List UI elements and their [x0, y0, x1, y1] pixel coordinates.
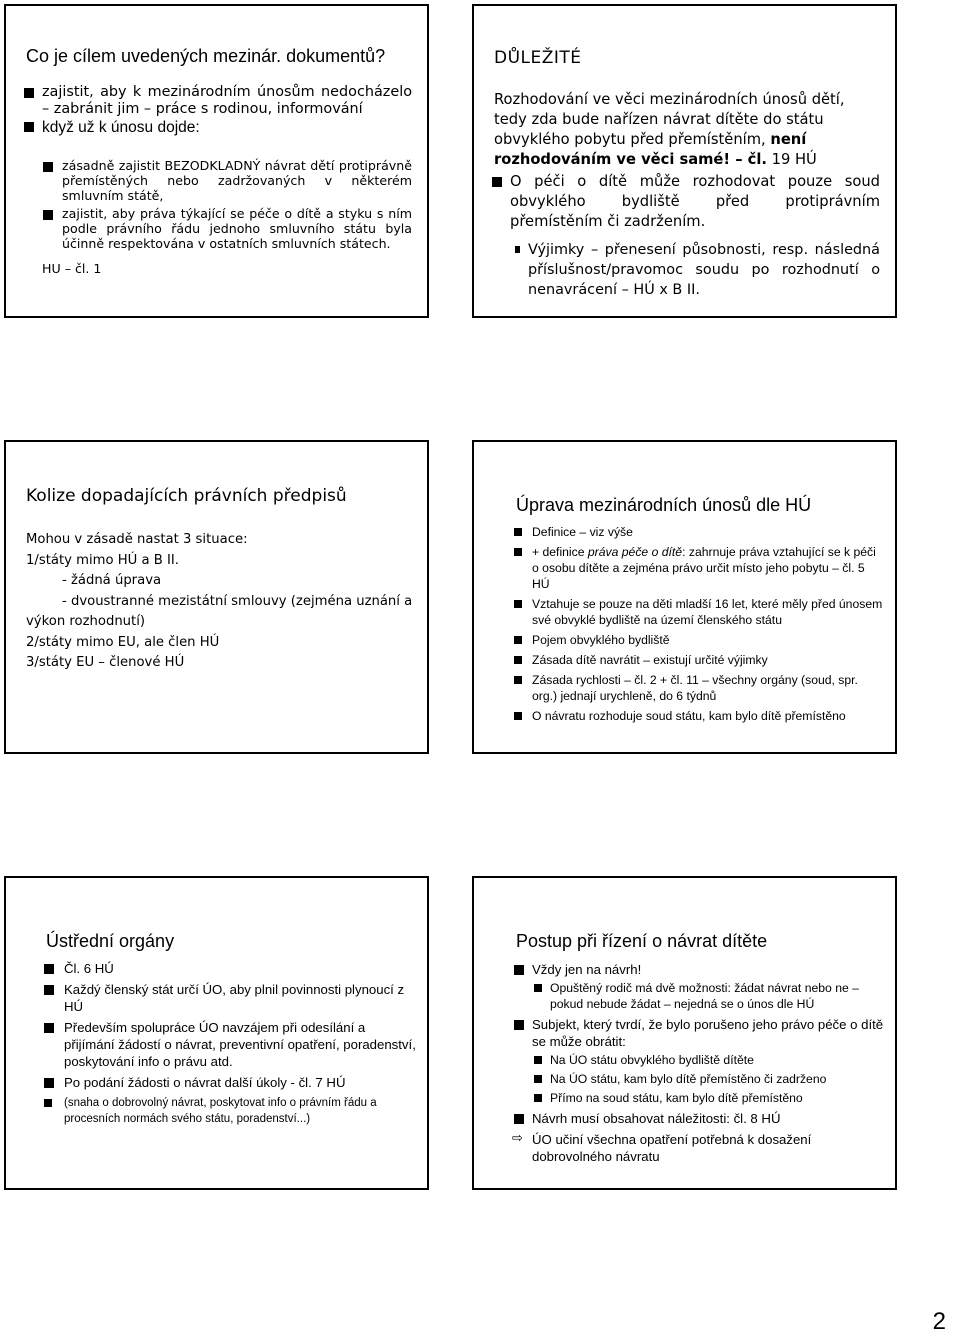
bullet-icon: [24, 88, 34, 98]
list-item: Vztahuje se pouze na děti mladší 16 let, které měly před únosem své obvyklé bydliště na území členského státu: [514, 596, 884, 628]
slide-3: [4, 440, 429, 754]
list-item: Především spolupráce ÚO navzájem při odesílání a přijímání žádostí o návrat, preventivní opatření, poradenství, poskytování info o právu atd.: [44, 1019, 416, 1070]
slide-title: DŮLEŽITÉ: [494, 48, 582, 68]
reference-text: HU – čl. 1: [42, 261, 102, 276]
bullet-icon: [43, 210, 53, 220]
slide-title: Úprava mezinárodních únosů dle HÚ: [516, 495, 812, 515]
bullet-icon: [24, 122, 34, 132]
bullet-icon: [514, 548, 522, 556]
bullet-icon: [534, 984, 542, 992]
list-item: O návratu rozhoduje soud státu, kam bylo dítě přemístěno: [514, 708, 884, 724]
bullet-icon: [492, 177, 502, 187]
bullet-icon: [514, 676, 522, 684]
bullet-icon: [43, 162, 53, 172]
list-item: zajistit, aby k mezinárodním únosům nedocházelo – zabránit jim – práce s rodinou, informování: [24, 84, 412, 118]
list-item: Na ÚO státu obvyklého bydliště dítěte: [514, 1052, 886, 1068]
bullet-icon: [44, 1023, 54, 1033]
bullet-icon: [534, 1075, 542, 1083]
slide-1: [4, 4, 429, 318]
list-item: Subjekt, který tvrdí, že bylo porušeno jeho právo péče o dítě se může obrátit:: [514, 1016, 886, 1050]
slide-title: Kolize dopadajících právních předpisů: [26, 486, 347, 506]
slide-6: [472, 876, 897, 1190]
list-item: Vždy jen na návrh!: [514, 961, 886, 978]
slide-5: [4, 876, 429, 1190]
bullet-icon: [514, 1114, 524, 1124]
bullet-icon: [514, 528, 522, 536]
paragraph: Rozhodování ve věci mezinárodních únosů dětí, tedy zda bude nařízen návrat dítěte do státu obvyklého pobytu před přemístěním, není rozhodováním ve věci samé! – čl. 19 HÚ: [494, 91, 845, 168]
bullet-icon: [514, 965, 524, 975]
arrow-bullet-icon: ⇨: [512, 1131, 523, 1146]
slide-2: [472, 4, 897, 318]
bullet-icon: [44, 964, 54, 974]
bullet-icon: [44, 1078, 54, 1088]
bullet-icon: [514, 1020, 524, 1030]
bullet-icon: [44, 985, 54, 995]
list-item: Na ÚO státu, kam bylo dítě přemístěno či zadrženo: [514, 1071, 886, 1087]
list-item: ⇨ ÚO učiní všechna opatření potřebná k dosažení dobrovolného návratu: [512, 1131, 812, 1164]
list-item: zásadně zajistit BEZODKLADNÝ návrat dětí protiprávně přemístěných nebo zadržovaných v některém smluvním státě,: [42, 158, 412, 203]
list-item: zajistit, aby práva týkající se péče o dítě a styku s ním podle právního řádu jednoho smluvního státu byla účinně respektována v ostatních smluvních státech.: [42, 206, 412, 251]
list-item: Definice – viz výše: [514, 524, 884, 540]
bullet-icon: [514, 600, 522, 608]
sub-bullet-icon: [515, 246, 520, 253]
bullet-icon: [514, 636, 522, 644]
page-number: 2: [932, 1308, 946, 1335]
list-item: Přímo na soud státu, kam bylo dítě přemístěno: [514, 1090, 886, 1106]
bullet-icon: [514, 656, 522, 664]
list-item: Zásada rychlosti – čl. 2 + čl. 11 – všechny orgány (soud, spr. org.) jednají urychleně, do 6 týdnů: [514, 672, 884, 704]
bullet-icon: [534, 1056, 542, 1064]
slide-title: Postup při řízení o návrat dítěte: [516, 931, 768, 951]
list-item: (snaha o dobrovolný návrat, poskytovat info o právním řádu a procesních normách svého státu, poradenství...): [44, 1095, 416, 1127]
list-item: O péči o dítě může rozhodovat pouze soud obvyklého bydliště před protiprávním přemístěním či zadržením.: [492, 172, 880, 232]
slide-title: Ústřední orgány: [46, 931, 175, 951]
list-item: Pojem obvyklého bydliště: [514, 632, 884, 648]
content: Mohou v zásadě nastat 3 situace: 1/státy mimo HÚ a B II. - žádná úprava - dvoustranné mezistátní smlouvy (zejména uznání a výkon rozhodnutí) 2/státy mimo EU, ale člen HÚ 3/státy EU – členové HÚ: [26, 532, 413, 670]
list-item: Opuštěný rodič má dvě možnosti: žádat návrat nebo ne – pokud nebude žádat – nejedná se o únos dle HÚ: [514, 980, 886, 1012]
list-item: Zásada dítě navrátit – existují určité výjimky: [514, 652, 884, 668]
bullet-icon: [514, 712, 522, 720]
slide-4: [472, 440, 897, 754]
list-item: Návrh musí obsahovat náležitosti: čl. 8 HÚ: [514, 1110, 886, 1127]
list-item: Výjimky – přenesení působnosti, resp. následná příslušnost/pravomoc soudu po rozhodnutí o nenavrácení – HÚ x B II.: [492, 240, 880, 300]
list-item: když už k únosu dojde:: [24, 118, 412, 137]
list-item: Každý členský stát určí ÚO, aby plnil povinnosti plynoucí z HÚ: [44, 981, 416, 1015]
slide-title: Co je cílem uvedených mezinár. dokumentů?: [26, 46, 386, 66]
bullet-icon: [534, 1094, 542, 1102]
list-item: + definice práva péče o dítě: zahrnuje práva vztahující se k péči o osobu dítěte a zejména právo určit místo jeho pobytu – čl. 5 HÚ: [514, 544, 884, 592]
list-item: Čl. 6 HÚ: [44, 960, 416, 977]
bullet-icon: [44, 1099, 52, 1107]
list-item: Po podání žádosti o návrat další úkoly - čl. 7 HÚ: [44, 1074, 416, 1091]
